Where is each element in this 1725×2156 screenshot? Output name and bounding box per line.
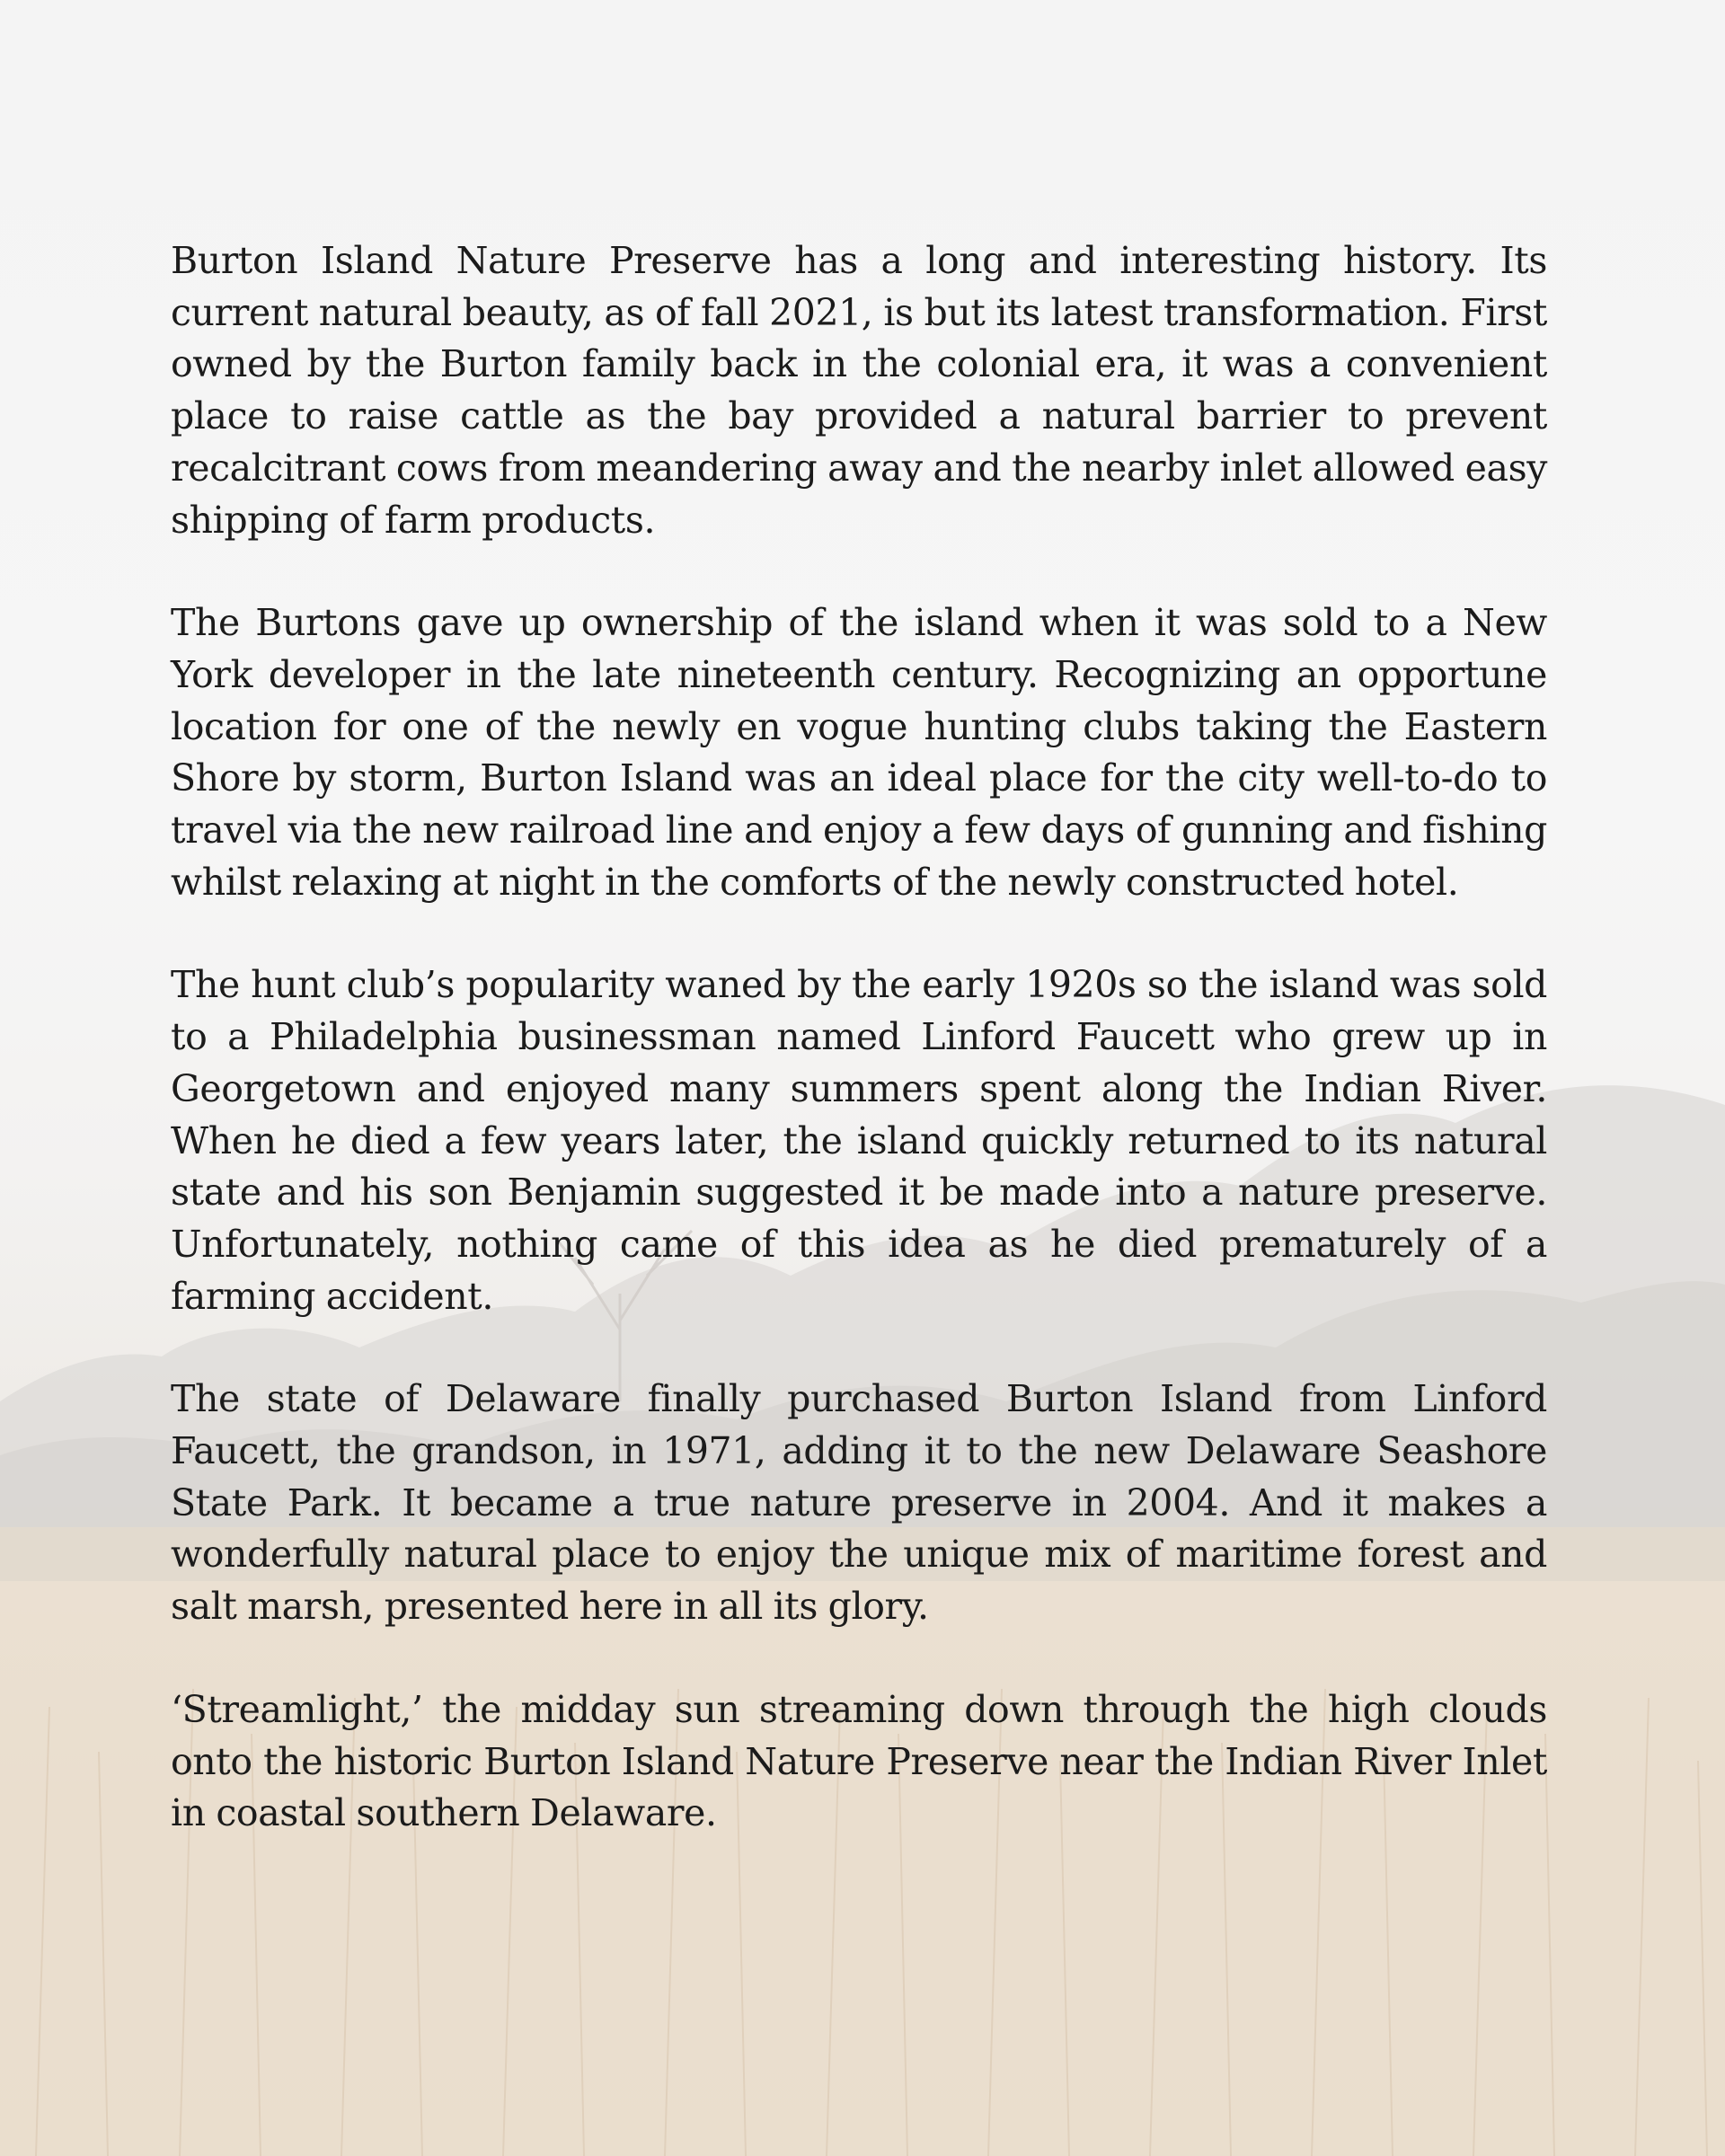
paragraph-streamlight-caption: ‘Streamlight,’ the midday sun streaming down through the high clouds onto the historic Burton Island Nature Preserve near the Indian River Inlet in coastal southern Delaware. [171,1687,1547,1835]
paragraph-faucett-ownership: The hunt club’s popularity waned by the early 1920s so the island was sold to a Philadelphia businessman named Linford Faucett who grew up in Georgetown and enjoyed many summers spent along the Indian River. When he died a few years later, the island quickly returned to its natural state and his son Benjamin suggested it be made into a nature preserve. Unfortunately, nothing came of this idea as he died prematurely of a farming accident. [171,963,1547,1318]
paragraph-state-purchase: The state of Delaware finally purchased Burton Island from Linford Faucett, the grandson, in 1971, adding it to the new Delaware Seashore State Park. It became a true nature preserve in 2004. And it makes a wonderfully natural place to enjoy the unique mix of maritime forest and salt marsh, presented here in all its glory. [171,1377,1547,1629]
paragraph-hunting-club: The Burtons gave up ownership of the island when it was sold to a New York developer in the late nineteenth century. Recognizing an opportune location for one of the newly en vogue hunting clubs taking the Eastern Shore by storm, Burton Island was an ideal place for the city well-to-do to travel via the new railroad line and enjoy a few days of gunning and fishing whilst relaxing at night in the comforts of the newly constructed hotel. [171,601,1547,904]
paragraph-history-intro: Burton Island Nature Preserve has a long and interesting history. Its current natural beauty, as of fall 2021, is but its latest transformation. First owned by the Burton family back in the colonial era, it was a convenient place to raise cattle as the bay provided a natural barrier to prevent recalcitrant cows from meandering away and the nearby inlet allowed easy shipping of farm products. [171,239,1547,542]
essay-text-block [171,235,1547,1891]
